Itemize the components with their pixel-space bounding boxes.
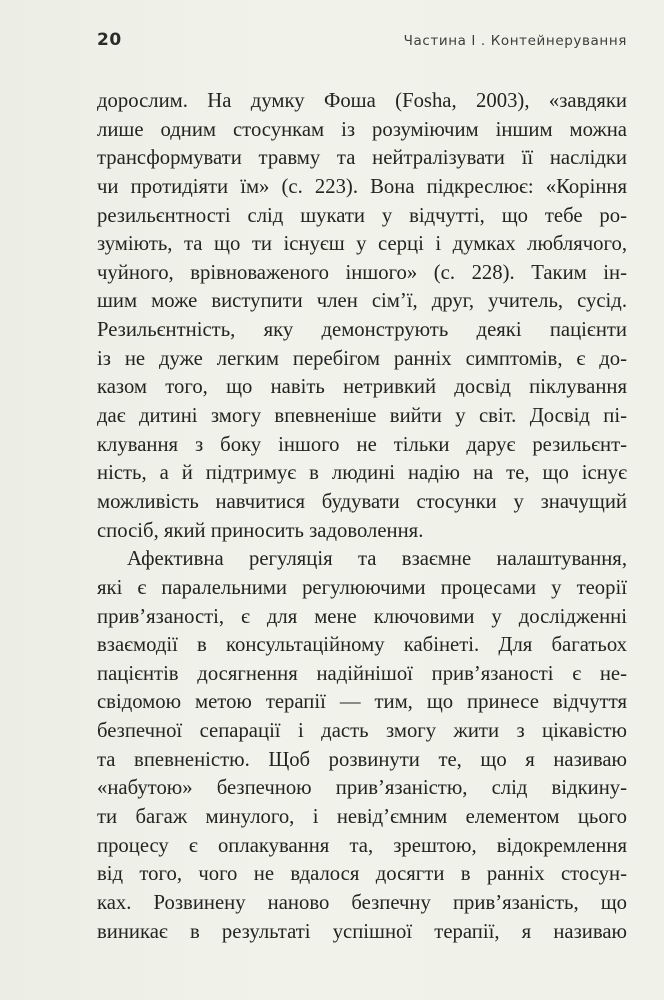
paragraph-1 [97, 87, 627, 545]
text-line: які є паралельними регулюючими процесами у теорії [97, 576, 627, 599]
text-line: чи протидіяти їм» (с. 223). Вона підкреслює: «Коріння [97, 175, 627, 198]
text-line: резильєнтності слід шукати у відчутті, що тебе ро- [97, 204, 627, 227]
text-line: процесу є оплакування та, зрештою, відокремлення [97, 834, 627, 857]
text-line: пацієнтів досягнення надійнішої прив’язаності є не- [97, 662, 627, 685]
text-line: «набутою» безпечною прив’язаністю, слід відкину- [97, 777, 627, 800]
text-line: дорослим. На думку Фоша (Fosha, 2003), «завдяки [97, 90, 627, 112]
text-line: трансформувати травму та нейтралізувати її наслідки [97, 147, 627, 170]
text-line: Афективна регуляція та взаємне налаштування, [127, 548, 627, 571]
text-line: казом того, що навіть нетривкий досвід піклування [97, 376, 627, 399]
text-line: спосіб, який приносить задоволення. [97, 519, 424, 542]
text-line: виникає в результаті успішної терапії, я називаю [97, 920, 627, 943]
text-line: ти багаж минулого, і невід’ємним елементом цього [97, 806, 627, 829]
page-header [97, 30, 627, 54]
text-line: зуміють, та що ти існуєш у серці і думках люблячого, [97, 233, 627, 256]
text-line: свідомою метою терапії — тим, що принесе відчуття [97, 691, 627, 714]
paragraph-2 [97, 545, 627, 946]
text-line: із не дуже легким перебігом ранніх симптомів, є до- [97, 347, 627, 370]
text-line: та впевненістю. Щоб розвинути те, що я називаю [97, 748, 627, 771]
text-line: від того, чого не вдалося досягти в ранніх стосун- [97, 863, 627, 886]
text-line: дає дитині змогу впевненіше вийти у світ. Досвід пі- [97, 405, 627, 428]
text-line: можливість навчитися будувати стосунки у значущий [97, 490, 627, 513]
body-text [97, 87, 627, 946]
text-line: Резильєнтність, яку демонструють деякі пацієнти [97, 319, 627, 342]
text-line: лише одним стосункам із розуміючим іншим можна [97, 118, 627, 141]
text-line: ках. Розвинену наново безпечну прив’язаність, що [97, 891, 627, 914]
text-line: взаємодії в консультаційному кабінеті. Для багатьох [97, 634, 627, 657]
text-line: клування з боку іншого не тільки дарує резильєнт- [97, 433, 627, 456]
text-line: прив’язаності, є для мене ключовими у дослідженні [97, 605, 627, 628]
text-line: ність, а й підтримує в людині надію на те, що існує [97, 462, 627, 485]
running-head: Частина І . Контейнерування [403, 33, 627, 49]
page-number: 20 [97, 30, 122, 50]
text-line: шим може виступити член сім’ї, друг, учитель, сусід. [97, 290, 627, 313]
text-line: безпечної сепарації і дасть змогу жити з цікавістю [97, 720, 627, 743]
text-line: чуйного, врівноваженого іншого» (с. 228). Таким ін- [97, 261, 627, 284]
